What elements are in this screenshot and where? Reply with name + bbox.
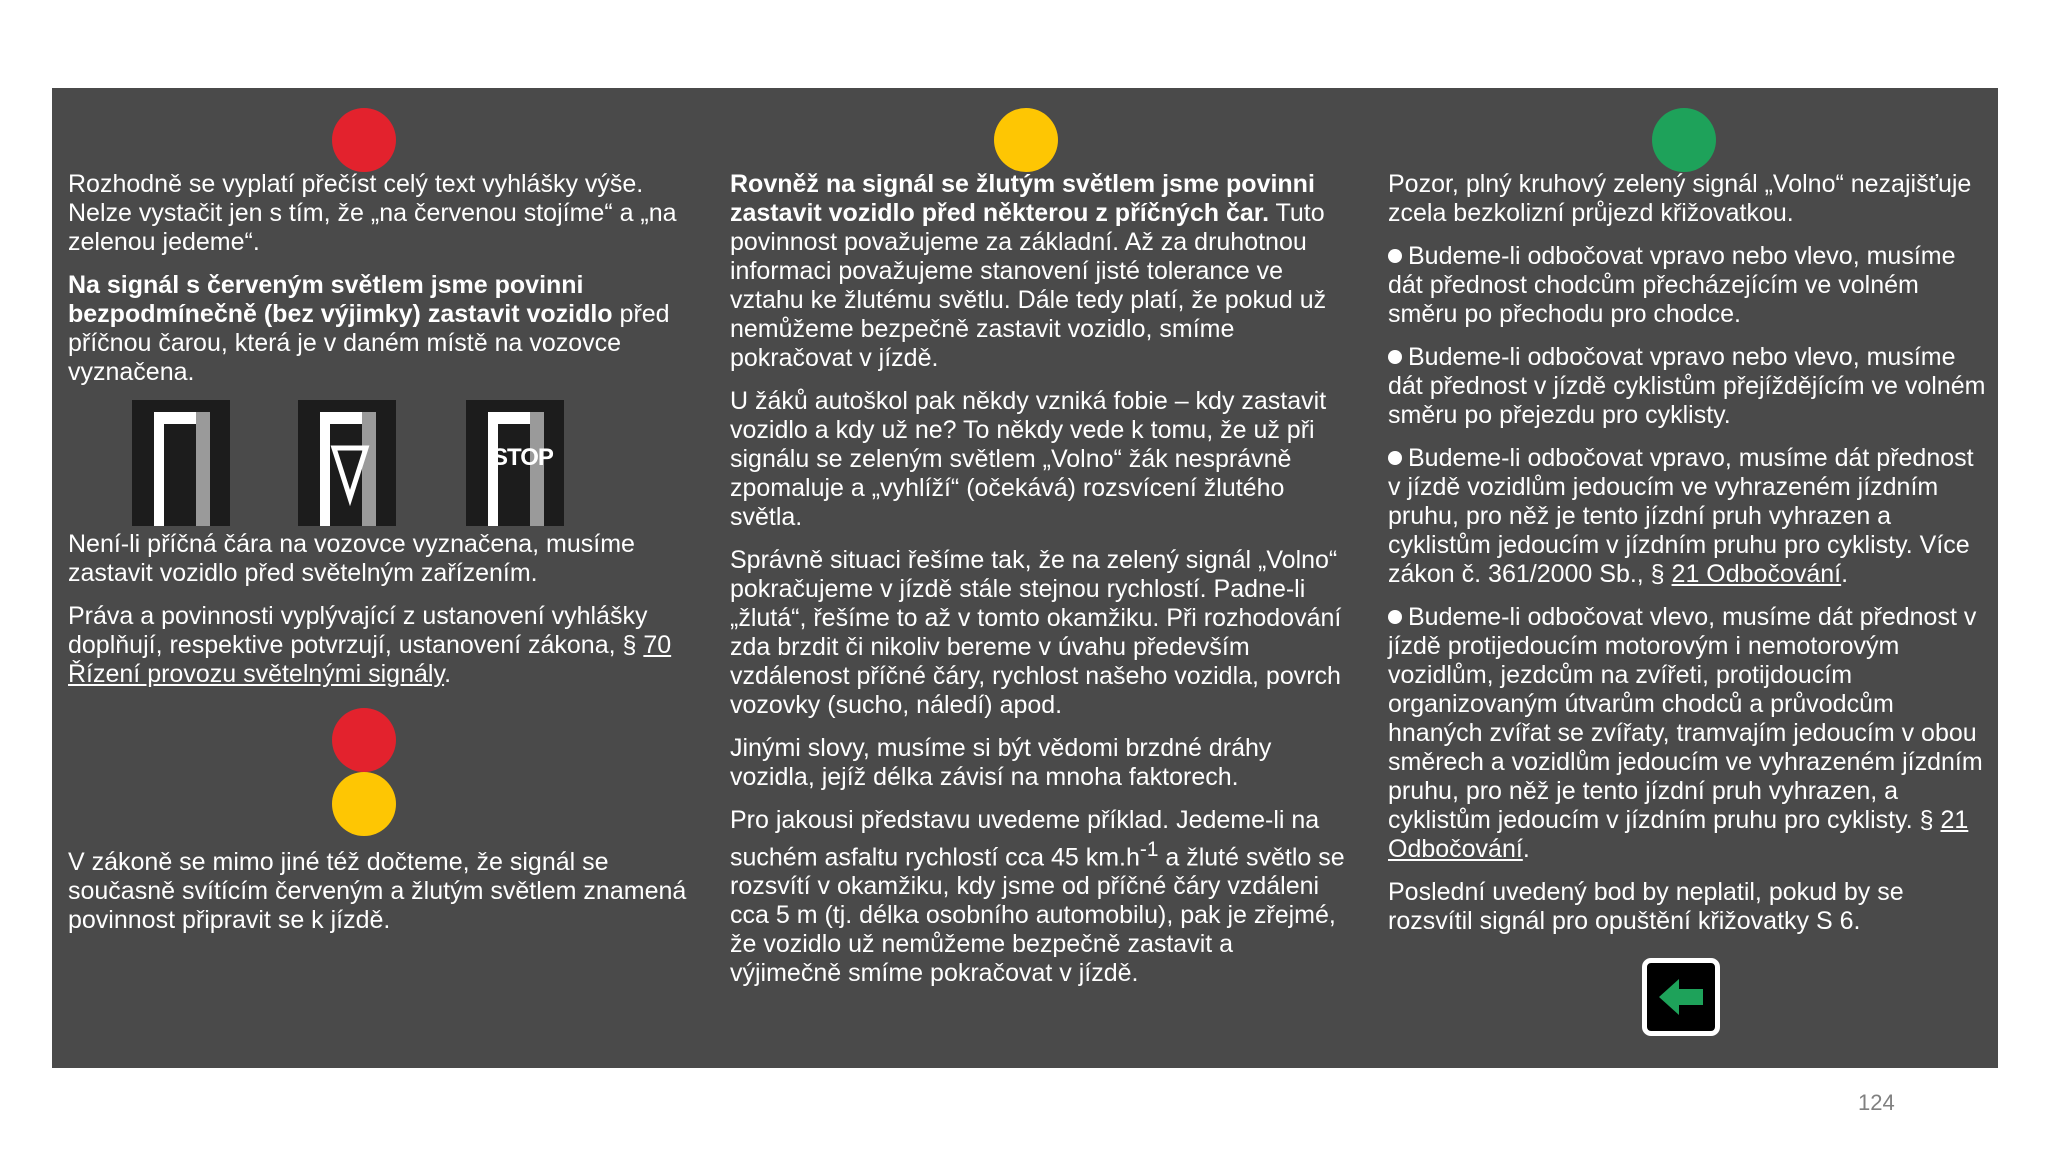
bullet-icon bbox=[1388, 350, 1402, 364]
column-green bbox=[1388, 170, 1988, 950]
correct-solution-text: Správně situaci řešíme tak, že na zelený signál „Volno“ pokračujeme v jízdě stále stejnou rychlostí. Padne-li „žlutá“, řešíme to až v tomto okamžiku. Při rozhodování zda brzdit či nikoliv bereme v úvahu především vzdálenost příčné čáry, rychlost našeho vozidla, povrch vozovky (sucho, náledí) apod. bbox=[730, 546, 1342, 719]
red-light-icon bbox=[332, 108, 396, 172]
example-text-a: Pro jakousi představu uvedeme příklad. Jedeme-li na suchém asfaltu rychlostí cca 45 km.h bbox=[730, 806, 1320, 872]
stop-sign-label: STOP bbox=[492, 444, 553, 471]
bullet-end: . bbox=[1522, 835, 1530, 863]
bullet-end: . bbox=[1841, 560, 1849, 588]
law-21-link[interactable]: 21 Odbočování bbox=[1671, 560, 1842, 588]
exit-signal-arrow-icon bbox=[1642, 958, 1720, 1036]
braking-text: Jinými slovy, musíme si být vědomi brzdné dráhy vozidla, jejíž délka závisí na mnoha faktorech. bbox=[730, 734, 1272, 791]
red-rule-bold: Na signál s červeným světlem jsme povinni bezpodmínečně (bez výjimky) zastavit vozidlo bbox=[68, 271, 613, 328]
column-red-lower bbox=[68, 530, 688, 703]
red-light-icon-2 bbox=[332, 708, 396, 772]
bullet-icon bbox=[1388, 451, 1402, 465]
column-yellow bbox=[730, 170, 1346, 1002]
bullet-icon bbox=[1388, 249, 1402, 263]
bullet-text: Budeme-li odbočovat vpravo nebo vlevo, musíme dát přednost v jízdě cyklistům přejíždějícím ve volném směru po přejezdu pro cyklisty. bbox=[1388, 343, 1986, 429]
example-superscript: -1 bbox=[1139, 838, 1159, 861]
rights-text: Práva a povinnosti vyplývající z ustanovení vyhlášky doplňují, respektive potvrzují, ustanovení zákona, § bbox=[68, 602, 648, 659]
rights-end: . bbox=[444, 660, 452, 688]
yellow-light-icon-2 bbox=[332, 772, 396, 836]
green-warning-text: Pozor, plný kruhový zelený signál „Volno“ nezajišťuje zcela bezkolizní průjezd křižovatkou. bbox=[1388, 170, 1972, 227]
bullet-text: Budeme-li odbočovat vpravo, musíme dát přednost v jízdě vozidlům jedoucím ve vyhrazeném jízdním pruhu, pro něž je tento jízdní pruh vyhrazen a cyklistům jedoucím v jízdním pruhu pro cyklisty. Více zákon č. 361/2000 Sb., § bbox=[1388, 444, 1974, 588]
red-rule-paragraph bbox=[68, 271, 688, 387]
column-red bbox=[68, 170, 688, 401]
bullet-item bbox=[1388, 603, 1988, 864]
bullet-item bbox=[1388, 242, 1988, 329]
law-21-link-2[interactable]: 21 Odbočování bbox=[1388, 806, 1969, 863]
bullet-icon bbox=[1388, 610, 1402, 624]
stop-line-sign bbox=[132, 400, 230, 526]
content-panel bbox=[52, 88, 1998, 1068]
example-text-b: a žluté světlo se rozsvítí v okamžiku, kdy jsme od příčné čáry vzdáleni cca 5 m (tj. délka osobního automobilu), pak je zřejmé, že vozidlo už nemůžeme bezpečně zastavit a výjimečně smíme pokračovat v jízdě. bbox=[730, 843, 1345, 988]
law-70-link[interactable]: 70 Řízení provozu světelnými signály bbox=[68, 631, 672, 688]
phobia-text: U žáků autoškol pak někdy vzniká fobie – kdy zastavit vozidlo a kdy už ne? To někdy vede k tomu, že už při signálu se zeleným světlem „Volno“ žák nesprávně zpomaluje a „vyhlíží“ (očekává) rozsvícení žlutého světla. bbox=[730, 387, 1327, 531]
no-line-text: Není-li příčná čára na vozovce vyznačena, musíme zastavit vozidlo před světelným zařízením. bbox=[68, 530, 635, 587]
page-number: 124 bbox=[1858, 1090, 1895, 1115]
red-yellow-text: V zákoně se mimo jiné též dočteme, že signál se současně svítícím červeným a žlutým světlem znamená povinnost připravit se k jízdě. bbox=[68, 848, 687, 934]
yellow-rule-bold: Rovněž na signál se žlutým světlem jsme povinni zastavit vozidlo před některou z příčných čar. bbox=[730, 170, 1315, 227]
yield-line-sign bbox=[298, 400, 396, 526]
yellow-rule-paragraph bbox=[730, 170, 1346, 373]
red-intro-text: Rozhodně se vyplatí přečíst celý text vyhlášky výše. Nelze vystačit jen s tím, že „na červenou stojíme“ a „na zelenou jedeme“. bbox=[68, 170, 677, 256]
yield-triangle-icon bbox=[298, 400, 396, 526]
bullet-item bbox=[1388, 343, 1988, 430]
bullet-item bbox=[1388, 444, 1988, 589]
bullet-text: Budeme-li odbočovat vpravo nebo vlevo, musíme dát přednost chodcům přecházejícím ve volném směru po přechodu pro chodce. bbox=[1388, 242, 1956, 328]
rights-paragraph bbox=[68, 602, 688, 689]
bullet-text: Budeme-li odbočovat vlevo, musíme dát přednost v jízdě protijedoucím motorovým i nemotorovým vozidlům, jezdcům na zvířeti, protijdoucím organizovaným útvarům chodců a průvodcům hnaných zvířat se zvířaty, tramvajím jedoucím v obou směrech a vozidlům jedoucím ve vyhrazeném jízdním pruhu, pro něž je tento jízdní pruh vyhrazen, a cyklistům jedoucím v jízdním pruhu pro cyklisty. § bbox=[1388, 603, 1983, 834]
stop-sign bbox=[466, 400, 564, 526]
column-red-yellow bbox=[68, 848, 688, 949]
yellow-light-icon bbox=[994, 108, 1058, 172]
example-paragraph bbox=[730, 806, 1346, 988]
red-rule-rest: před příčnou čarou, která je v daném místě na vozovce vyznačena. bbox=[68, 300, 670, 386]
yellow-rule-rest: Tuto povinnost považujeme za základní. Až za druhotnou informaci považujeme stanovení jisté tolerance ve vztahu ke žlutému světlu. Dále tedy platí, že pokud už nemůžeme bezpečně zastavit vozidlo, smíme pokračovat v jízdě. bbox=[730, 199, 1327, 372]
last-point-text: Poslední uvedený bod by neplatil, pokud by se rozsvítil signál pro opuštění křižovatky S 6. bbox=[1388, 878, 1904, 935]
green-light-icon bbox=[1652, 108, 1716, 172]
